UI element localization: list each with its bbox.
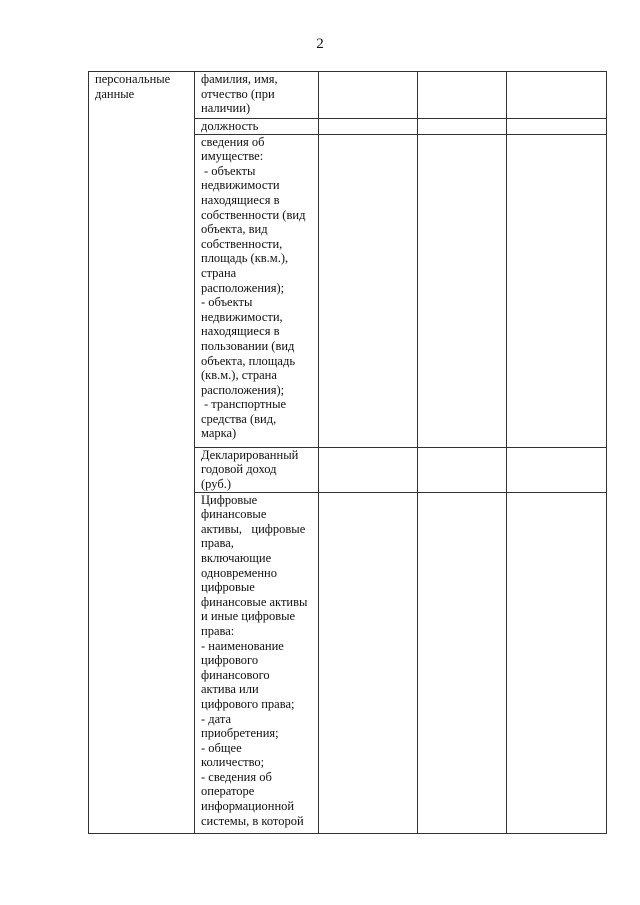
text-line: включающие [201,550,272,565]
text-line: активы, цифровые [201,521,306,536]
text-line: финансовые [201,507,267,522]
text-line: цифрового права; [201,696,295,711]
value-cell [319,72,418,119]
value-cell [319,119,418,135]
text-line: недвижимости [201,178,280,193]
text-line: наличии) [201,101,251,116]
value-cell [507,119,607,135]
text-line: права: [201,623,235,638]
text-line: находящиеся в [201,192,280,207]
text-line: - дата [201,711,232,726]
value-cell [507,492,607,833]
text-line: системы, в которой [201,813,304,828]
text-line: собственности, [201,236,283,251]
value-cell [507,447,607,492]
text-line: сведения об [201,134,265,149]
text-line: страна [201,265,237,280]
text-line: цифровые [201,580,255,595]
text-line: приобретения; [201,726,279,741]
text-line: находящиеся в [201,324,280,339]
value-cell [507,72,607,119]
section-label-line: персональные [95,72,171,86]
value-cell [319,134,418,447]
value-cell [319,492,418,833]
text-line: имуществе: [201,149,264,164]
text-line: количество; [201,755,265,770]
text-line: финансовые активы [201,594,308,609]
text-line: пользовании (вид [201,338,295,353]
text-line: финансового [201,667,270,682]
text-line: актива или [201,682,259,697]
field-label-cell [195,447,319,492]
section-label-line: данные [95,86,135,101]
text-line: фамилия, имя, [201,72,278,86]
text-line: операторе [201,784,255,799]
text-line: Декларированный [201,447,299,462]
field-label-cell [195,119,319,135]
text-line: Цифровые [201,492,258,507]
text-line: и иные цифровые [201,609,296,624]
text-line: - транспортные [204,397,287,412]
value-cell [418,72,507,119]
page-number: 2 [316,36,324,52]
text-line: одновременно [201,565,277,580]
text-line: информационной [201,799,295,814]
text-line: средства (вид, [201,411,277,426]
field-label-cell [195,72,319,119]
text-line: годовой доход [201,462,277,477]
text-line: отчество (при [201,86,275,101]
text-line: - общее [201,740,242,755]
value-cell [418,492,507,833]
text-line: должность [201,119,259,133]
text-line: площадь (кв.м.), [201,251,289,266]
table-row [89,72,607,119]
field-label-cell [195,492,319,833]
text-line: (кв.м.), страна [201,368,277,383]
text-line: - сведения об [201,769,272,784]
section-label-cell [89,72,195,834]
text-line: расположения); [201,382,285,397]
value-cell [418,447,507,492]
text-line: марка) [201,426,237,441]
value-cell [418,119,507,135]
text-line: - объекты [204,163,256,178]
text-line: цифрового [201,653,259,668]
value-cell [418,134,507,447]
value-cell [319,447,418,492]
text-line: - объекты [201,295,253,310]
text-line: - наименование [201,638,284,653]
text-line: собственности (вид [201,207,306,222]
text-line: объекта, площадь [201,353,296,368]
text-line: недвижимости, [201,309,283,324]
field-label-cell [195,134,319,447]
personal-data-table [88,71,607,834]
value-cell [507,134,607,447]
text-line: права, [201,536,234,551]
text-line: расположения); [201,280,285,295]
text-line: объекта, вид [201,222,268,237]
text-line: (руб.) [201,476,231,491]
